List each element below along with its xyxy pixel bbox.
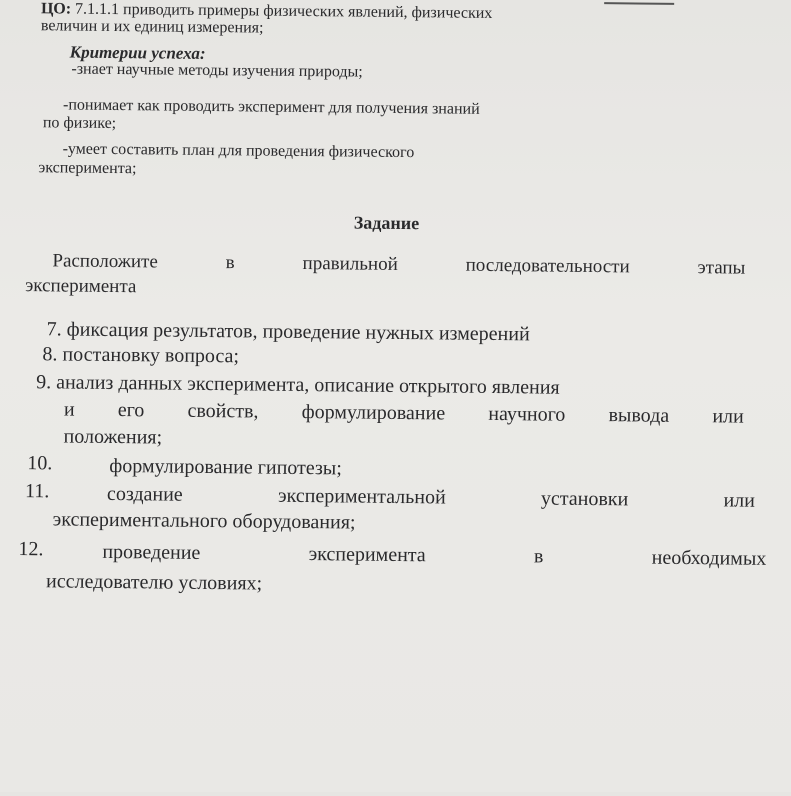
criteria-item-2-line2: по физике;	[42, 114, 117, 133]
step-11-word: установки	[540, 487, 629, 511]
step-12-word: эксперимента	[308, 543, 426, 567]
criteria-item-3-line1: -умеет составить план для проведения физического	[62, 140, 415, 162]
step-7: 7. фиксация результатов, проведение нужных измерений	[46, 318, 530, 346]
criteria-item-1: -знает научные методы изучения природы;	[71, 60, 363, 81]
criteria-item-2-line1: -понимает как проводить эксперимент для получения знаний	[62, 96, 480, 118]
step-12-word: необходимых	[651, 546, 767, 570]
step-10-number: 10.	[27, 452, 53, 475]
intro-word: этапы	[697, 257, 746, 279]
step-11-word: создание	[106, 482, 183, 506]
step-12-number: 12.	[18, 538, 44, 561]
step-11-number: 11.	[24, 480, 50, 503]
objective-line1: 7.1.1.1 приводить примеры физических явлений, физических	[75, 0, 493, 22]
top-edge-mark	[604, 2, 674, 5]
step-12-line2: исследователю условиях;	[45, 570, 263, 595]
step-9-line1: 9. анализ данных эксперимента, описание открытого явления	[36, 371, 560, 399]
step-9-word: или	[712, 405, 744, 428]
step-9-word: формулирование	[301, 400, 446, 425]
step-11-word: или	[723, 489, 756, 512]
intro-word: правильной	[302, 252, 398, 275]
step-9-word: вывода	[608, 404, 670, 427]
intro-word: Расположите	[52, 250, 158, 273]
step-11-word: экспериментальной	[277, 484, 446, 509]
step-12-line1	[102, 539, 766, 572]
step-9-word: его	[117, 399, 145, 422]
intro-word: последовательности	[465, 254, 630, 278]
criteria-title: Критерии успеха:	[69, 42, 206, 63]
learning-objective	[41, 0, 721, 41]
objective-line2: величин и их единиц измерения;	[40, 17, 264, 37]
intro-word: в	[225, 252, 235, 274]
criteria-item-3-line2: эксперимента;	[38, 159, 137, 178]
step-10-text: формулирование гипотезы;	[109, 454, 342, 480]
step-9-word: научного	[488, 402, 566, 426]
step-9-line3: положения;	[63, 425, 163, 449]
objective-label: ЦО:	[40, 0, 72, 18]
step-9-word: свойств,	[187, 399, 259, 423]
step-9-line2	[64, 396, 744, 429]
step-12-word: проведение	[102, 540, 201, 564]
task-title: Задание	[353, 212, 420, 234]
step-12-word: в	[533, 545, 544, 568]
step-9-word: и	[63, 398, 75, 421]
task-intro-line2: эксперимента	[25, 275, 137, 298]
step-8: 8. постановку вопроса;	[42, 343, 240, 368]
step-11-line2: экспериментального оборудования;	[52, 508, 356, 534]
task-intro	[25, 248, 745, 306]
